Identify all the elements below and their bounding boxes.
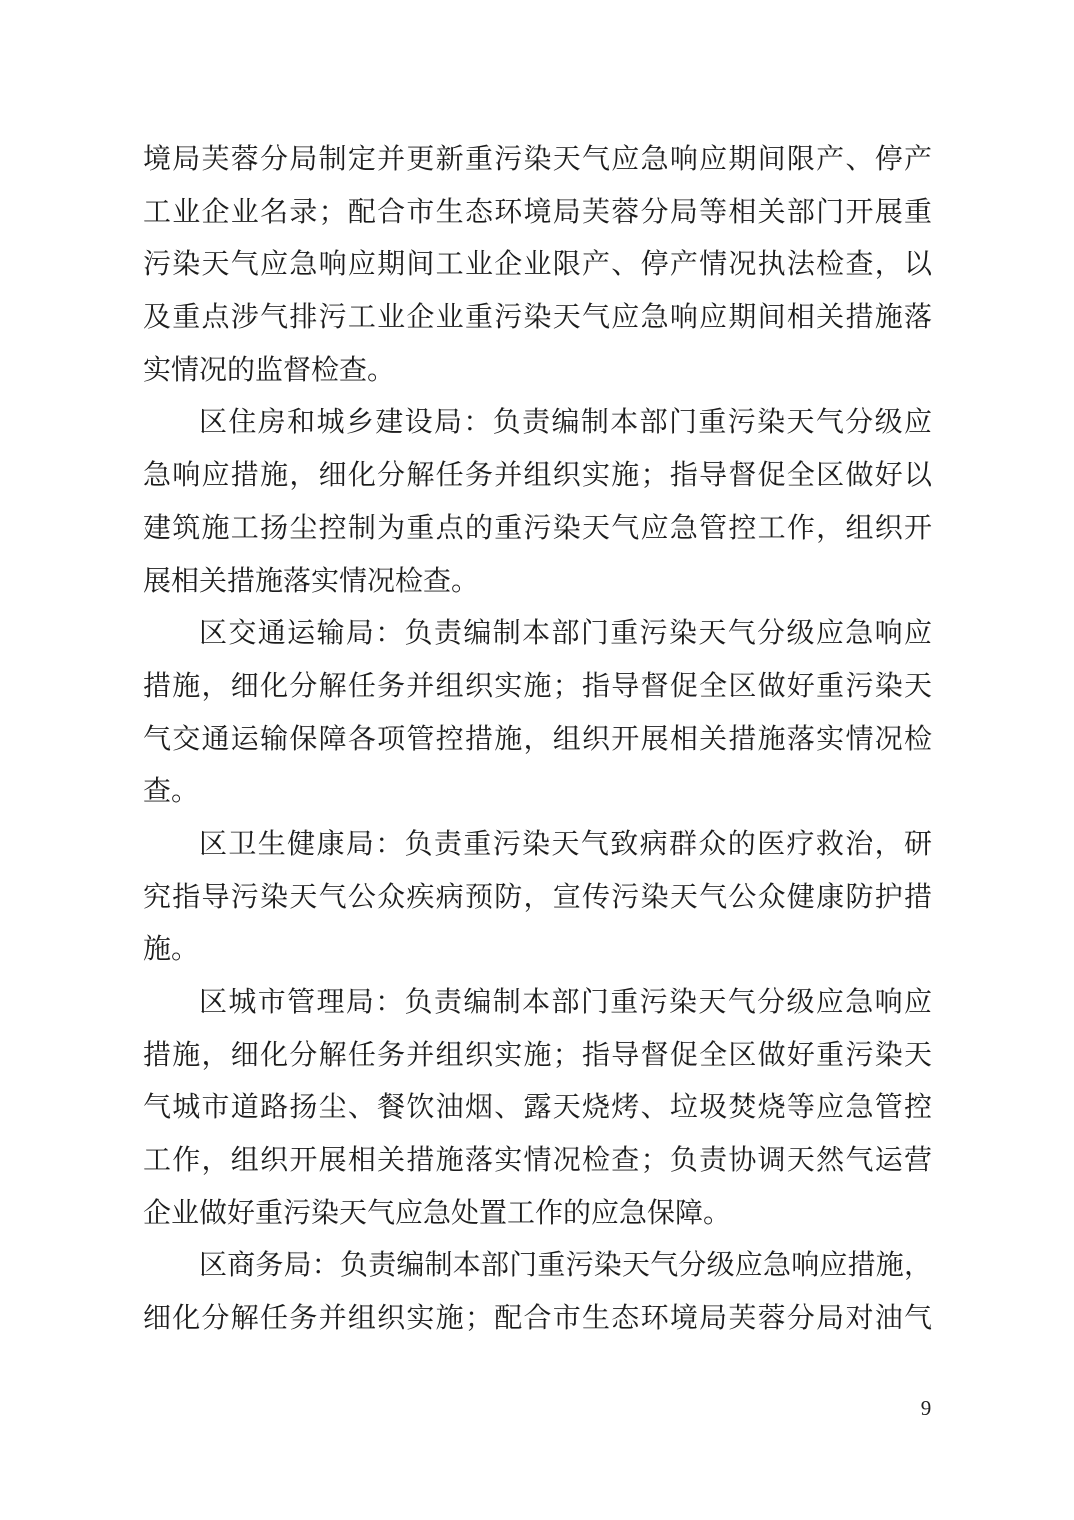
text-line: 气交通运输保障各项管控措施，组织开展相关措施落实情况检: [143, 723, 932, 755]
text-line: 究指导污染天气公众疾病预防，宣传污染天气公众健康防护措: [143, 881, 932, 913]
text-line: 措施，细化分解任务并组织实施；指导督促全区做好重污染天: [143, 1039, 932, 1071]
page-number: 9: [920, 1396, 932, 1420]
text-line: 污染天气应急响应期间工业企业限产、停产情况执法检查，以: [143, 249, 932, 281]
text-line: 工作，组织开展相关措施落实情况检查；负责协调天然气运营: [143, 1145, 932, 1177]
text-line: 气城市道路扬尘、餐饮油烟、露天烧烤、垃圾焚烧等应急管控: [143, 1092, 932, 1124]
text-line: 建筑施工扬尘控制为重点的重污染天气应急管控工作，组织开: [143, 512, 932, 544]
text-line: 区商务局：负责编制本部门重污染天气分级应急响应措施，: [199, 1250, 932, 1282]
document-body: [143, 134, 932, 1346]
text-line: 企业做好重污染天气应急处置工作的应急保障。: [143, 1197, 732, 1229]
text-line: 区交通运输局：负责编制本部门重污染天气分级应急响应: [199, 618, 932, 650]
text-line: 工业企业名录；配合市生态环境局芙蓉分局等相关部门开展重: [143, 196, 932, 228]
text-line: 实情况的监督检查。: [143, 354, 396, 386]
text-line: 查。: [143, 776, 200, 808]
text-line: 区住房和城乡建设局：负责编制本部门重污染天气分级应: [199, 407, 932, 439]
text-line: 境局芙蓉分局制定并更新重污染天气应急响应期间限产、停产: [143, 144, 932, 175]
text-line: 施。: [143, 934, 200, 966]
text-line: 急响应措施，细化分解任务并组织实施；指导督促全区做好以: [143, 460, 932, 492]
text-line: 细化分解任务并组织实施；配合市生态环境局芙蓉分局对油气: [143, 1303, 932, 1335]
text-line: 展相关措施落实情况检查。: [143, 565, 480, 597]
text-line: 区城市管理局：负责编制本部门重污染天气分级应急响应: [199, 987, 932, 1018]
text-line: 区卫生健康局：负责重污染天气致病群众的医疗救治，研: [199, 828, 932, 860]
text-line: 措施，细化分解任务并组织实施；指导督促全区做好重污染天: [143, 670, 932, 702]
text-line: 及重点涉气排污工业企业重污染天气应急响应期间相关措施落: [143, 302, 932, 334]
